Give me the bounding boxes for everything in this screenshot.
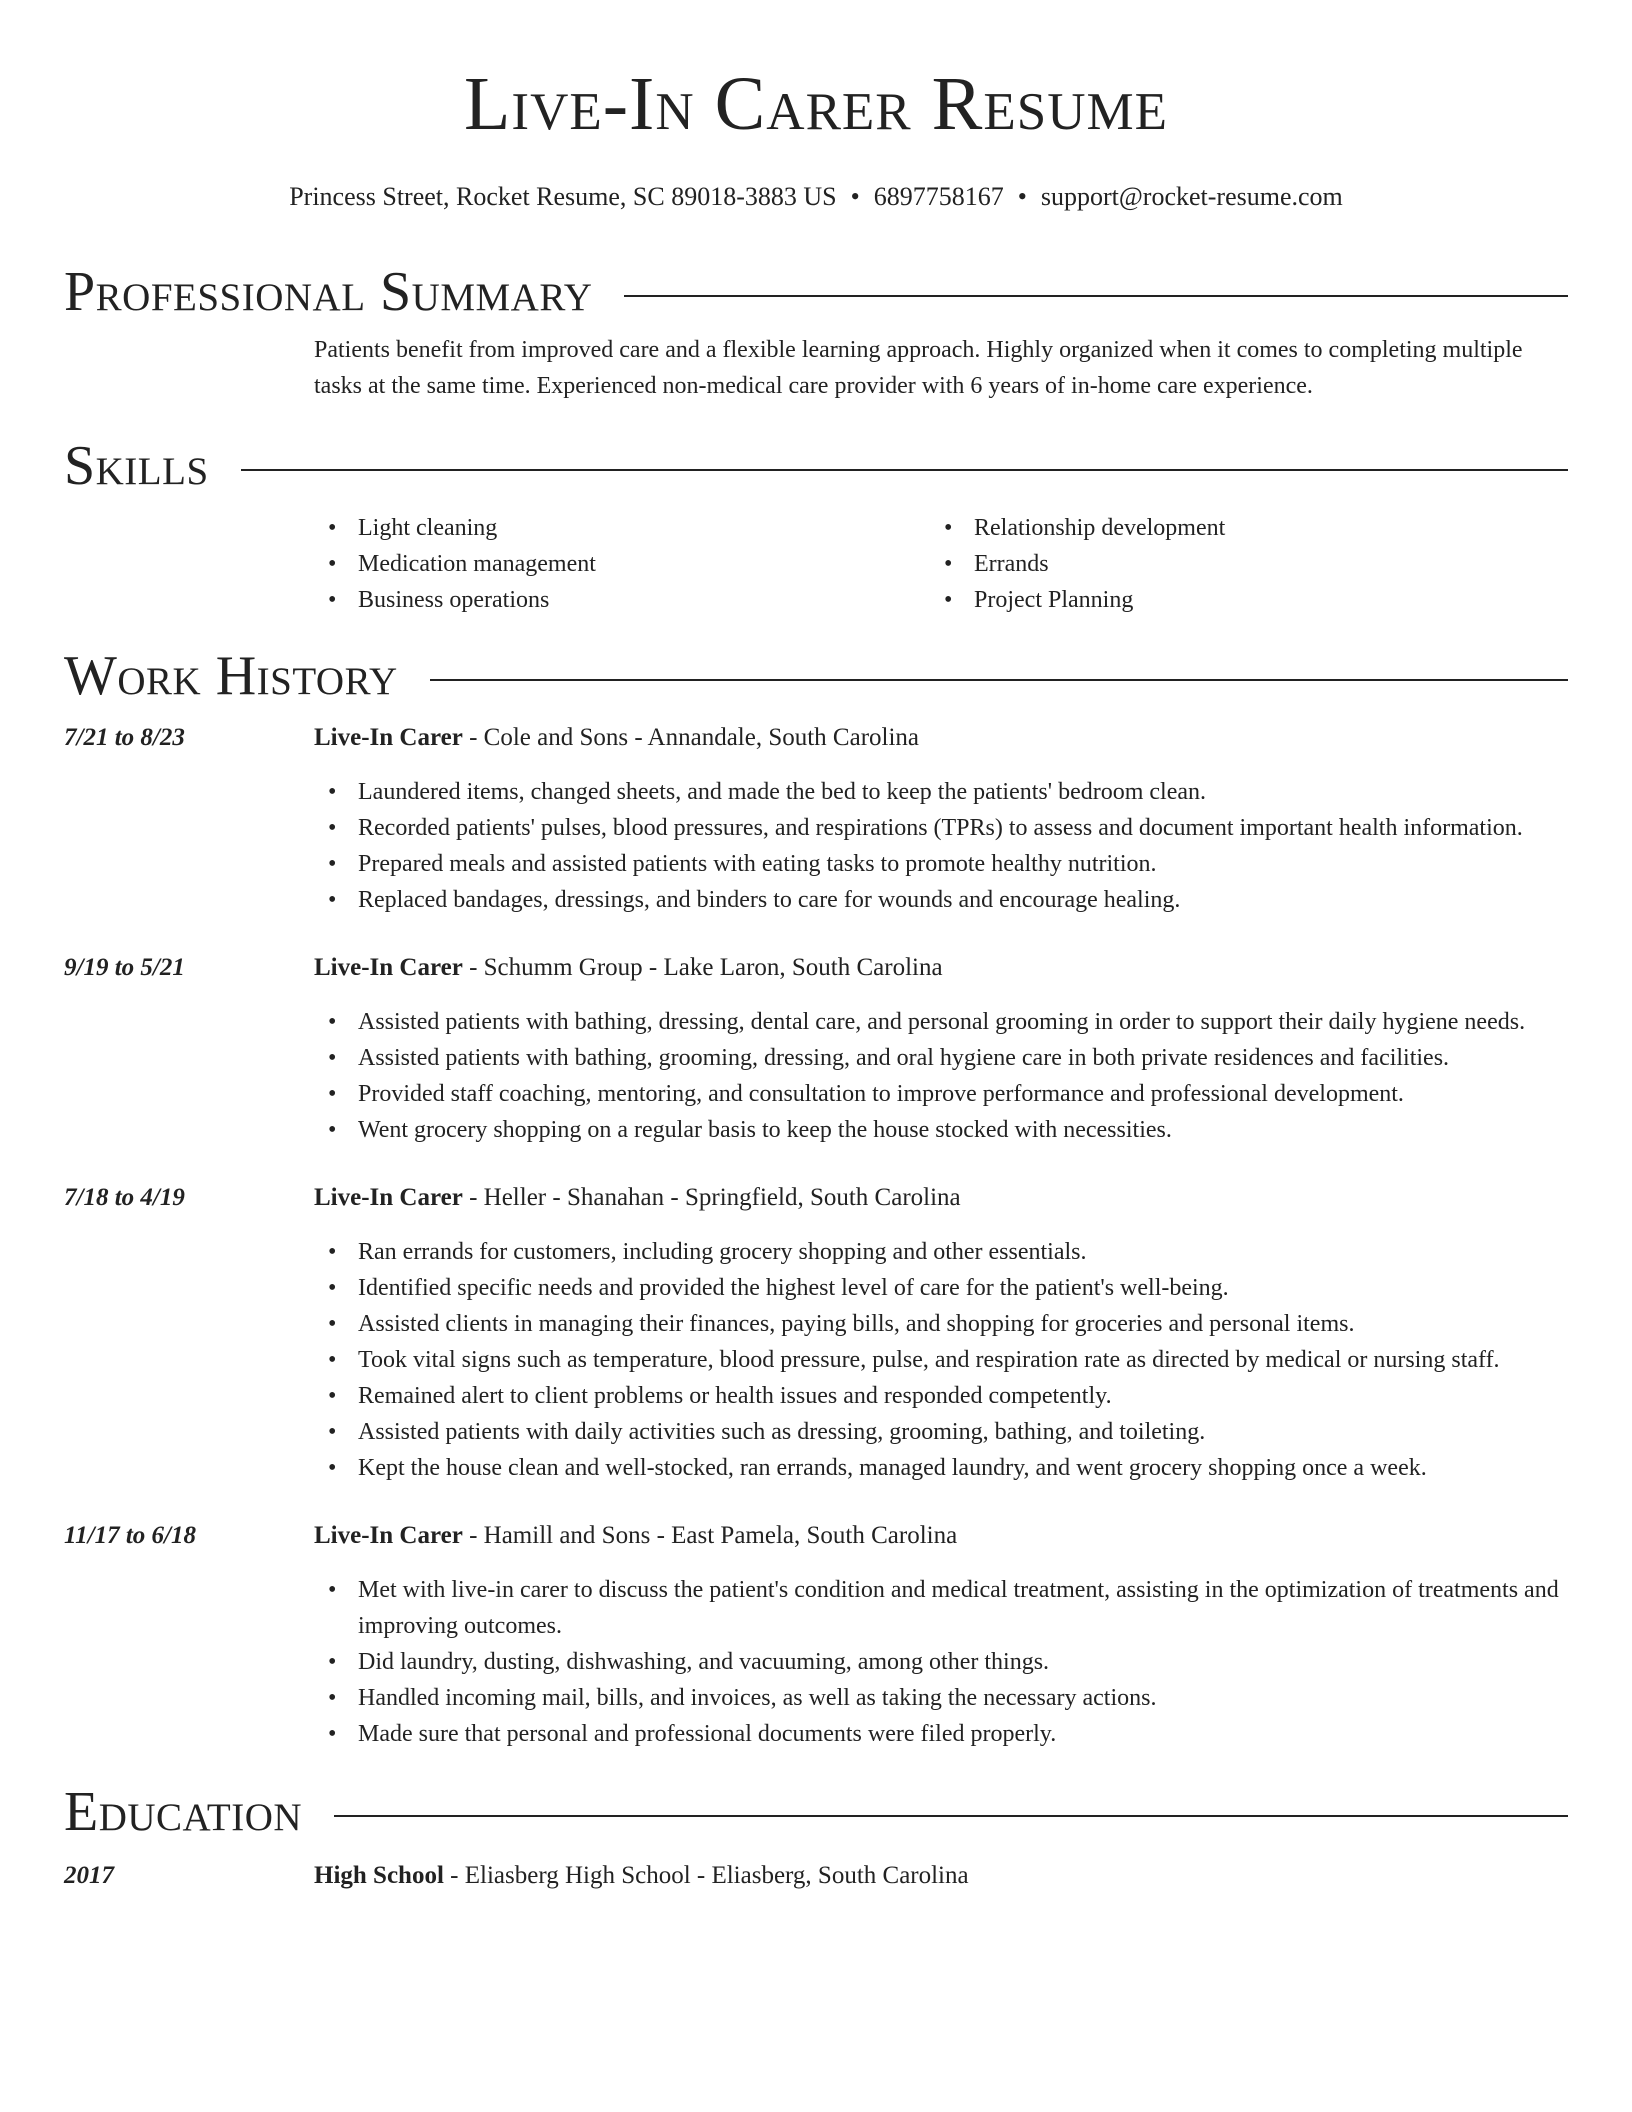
job-bullet: • Went grocery shopping on a regular basis to keep the house stocked with necessities. (314, 1112, 1568, 1148)
skill-item: • Business operations (314, 582, 930, 618)
job-dates: 9/19 to 5/21 (64, 954, 185, 981)
skill-item: • Errands (930, 546, 1546, 582)
job-bullets (314, 774, 1568, 918)
skill-item: • Relationship development (930, 510, 1546, 546)
section-divider (430, 679, 1568, 681)
section-title-summary: Professional Summary (64, 261, 593, 323)
job-bullet: • Met with live-in carer to discuss the patient's condition and medical treatment, assisting in the optimization of treatments and improving outcomes. (314, 1572, 1568, 1644)
job-dates: 11/17 to 6/18 (64, 1522, 196, 1549)
job-details: - Hamill and Sons - East Pamela, South Carolina (462, 1522, 958, 1549)
job-title: Live-In Carer (314, 724, 463, 751)
job-bullet: • Assisted clients in managing their finances, paying bills, and shopping for groceries and personal items. (314, 1306, 1568, 1342)
section-title-education: Education (64, 1781, 303, 1843)
skills-column-right (930, 510, 1546, 618)
skill-item: • Project Planning (930, 582, 1546, 618)
job-bullets (314, 1572, 1568, 1752)
job-heading (314, 950, 943, 986)
education-details: - Eliasberg High School - Eliasberg, South Carolina (443, 1862, 969, 1889)
job-dates: 7/18 to 4/19 (64, 1184, 185, 1211)
section-header-skills (64, 436, 1568, 496)
summary-text: Patients benefit from improved care and a flexible learning approach. Highly organized when it comes to completing multiple tasks at the same time. Experienced non-medical care provider with 6 years of in-home care experience. (314, 337, 1523, 399)
job-bullet: • Kept the house clean and well-stocked, ran errands, managed laundry, and went grocery shopping once a week. (314, 1450, 1568, 1486)
job-details: - Cole and Sons - Annandale, South Carolina (462, 724, 920, 751)
education-entry (64, 1858, 1568, 1894)
contact-email: support@rocket-resume.com (1040, 182, 1343, 211)
job-bullet: • Assisted patients with daily activities such as dressing, grooming, bathing, and toileting. (314, 1414, 1568, 1450)
section-title-skills: Skills (64, 435, 209, 497)
job-header (64, 950, 1568, 986)
job-bullet: • Laundered items, changed sheets, and made the bed to keep the patients' bedroom clean. (314, 774, 1568, 810)
job-bullet: • Assisted patients with bathing, grooming, dressing, and oral hygiene care in both private residences and facilities. (314, 1040, 1568, 1076)
job-bullets (314, 1004, 1568, 1148)
job-header (64, 1180, 1568, 1216)
job-bullet: • Took vital signs such as temperature, blood pressure, pulse, and respiration rate as directed by medical or nursing staff. (314, 1342, 1568, 1378)
job-title: Live-In Carer (314, 1522, 463, 1549)
contact-phone: 6897758167 (873, 182, 1004, 211)
job-bullet: • Remained alert to client problems or health issues and responded competently. (314, 1378, 1568, 1414)
section-divider (334, 1815, 1568, 1817)
job-header (64, 720, 1568, 756)
job-entry (64, 720, 1568, 918)
section-header-summary (64, 262, 1568, 322)
contact-separator: • (1017, 182, 1027, 211)
section-header-work-history (64, 646, 1568, 706)
job-entry (64, 1518, 1568, 1752)
job-entry (64, 1180, 1568, 1486)
resume-title: Live-In Carer Resume (464, 62, 1168, 146)
contact-address: Princess Street, Rocket Resume, SC 89018-3883 US (289, 182, 837, 211)
education-heading (314, 1858, 969, 1894)
section-header-education (64, 1782, 1568, 1842)
job-bullet: • Provided staff coaching, mentoring, and consultation to improve performance and professional development. (314, 1076, 1568, 1112)
job-title: Live-In Carer (314, 1184, 463, 1211)
job-heading (314, 720, 919, 756)
job-dates: 7/21 to 8/23 (64, 724, 185, 751)
skill-item: • Light cleaning (314, 510, 930, 546)
job-bullets (314, 1234, 1568, 1486)
section-title-work-history: Work History (64, 645, 398, 707)
job-heading (314, 1180, 961, 1216)
job-bullet: • Ran errands for customers, including grocery shopping and other essentials. (314, 1234, 1568, 1270)
job-details: - Schumm Group - Lake Laron, South Carolina (462, 954, 943, 981)
job-heading (314, 1518, 957, 1554)
skills-list (314, 510, 1568, 618)
job-bullet: • Did laundry, dusting, dishwashing, and vacuuming, among other things. (314, 1644, 1568, 1680)
job-bullet: • Prepared meals and assisted patients with eating tasks to promote healthy nutrition. (314, 846, 1568, 882)
education-header (64, 1858, 1568, 1894)
education-year: 2017 (64, 1862, 114, 1889)
section-divider (624, 295, 1568, 297)
job-bullet: • Handled incoming mail, bills, and invoices, as well as taking the necessary actions. (314, 1680, 1568, 1716)
contact-line (64, 180, 1568, 214)
job-bullet: • Made sure that personal and professional documents were filed properly. (314, 1716, 1568, 1752)
job-bullet: • Recorded patients' pulses, blood pressures, and respirations (TPRs) to assess and document important health information. (314, 810, 1568, 846)
job-details: - Heller - Shanahan - Springfield, South Carolina (462, 1184, 961, 1211)
job-title: Live-In Carer (314, 954, 463, 981)
skills-column-left (314, 510, 930, 618)
education-degree: High School (314, 1862, 444, 1889)
job-bullet: • Identified specific needs and provided the highest level of care for the patient's well-being. (314, 1270, 1568, 1306)
job-header (64, 1518, 1568, 1554)
job-bullet: • Assisted patients with bathing, dressing, dental care, and personal grooming in order to support their daily hygiene needs. (314, 1004, 1568, 1040)
job-bullet: • Replaced bandages, dressings, and binders to care for wounds and encourage healing. (314, 882, 1568, 918)
section-divider (241, 469, 1568, 471)
skill-item: • Medication management (314, 546, 930, 582)
job-entry (64, 950, 1568, 1148)
contact-separator: • (850, 182, 860, 211)
